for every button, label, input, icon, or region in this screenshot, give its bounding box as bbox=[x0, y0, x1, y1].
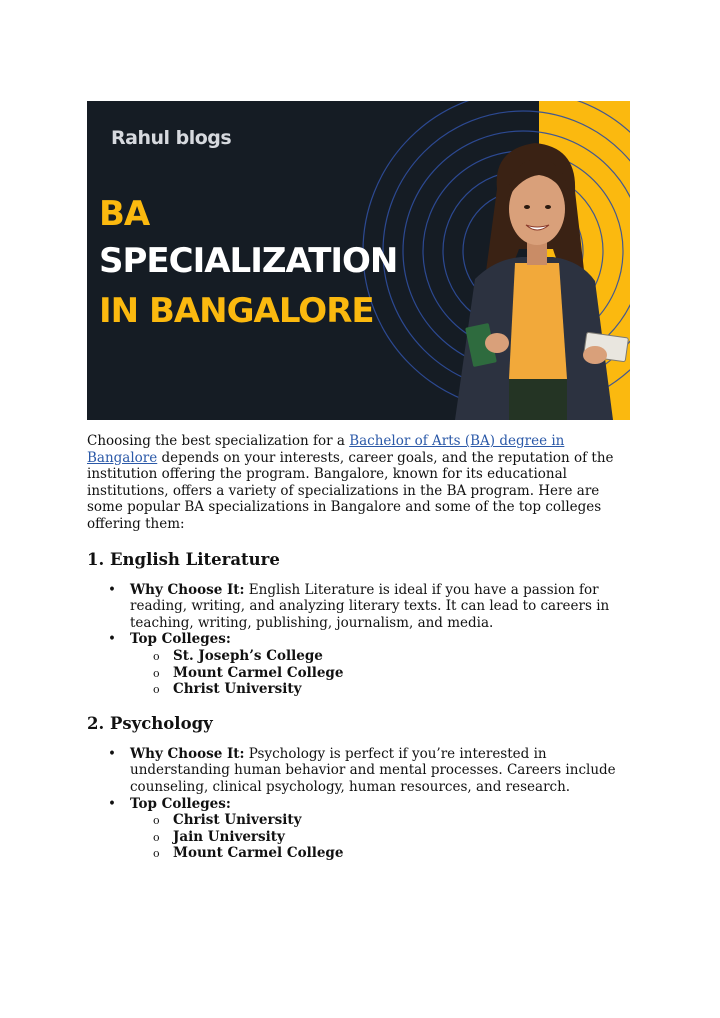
college-item: o Christ University bbox=[173, 812, 635, 829]
colleges-sublist bbox=[130, 648, 635, 698]
ba-degree-link[interactable]: Bachelor of Arts (BA) degree in Bangalore bbox=[87, 433, 565, 466]
section-heading-english: 1. English Literature bbox=[87, 549, 280, 569]
list-item-why-choose bbox=[130, 746, 635, 796]
list-item-top-colleges bbox=[130, 796, 635, 862]
student-photo bbox=[435, 129, 630, 420]
intro-text-before-link: Choosing the best specialization for a bbox=[87, 433, 350, 449]
college-item: o Christ University bbox=[173, 681, 635, 698]
list-item-top-colleges bbox=[130, 631, 635, 697]
list-item-why-choose bbox=[130, 582, 635, 632]
why-choose-label: Why Choose It: bbox=[130, 745, 245, 762]
intro-text-after-link: depends on your interests, career goals, and the reputation of the institution offering the program. Bangalore, known for its educational institutions, offers a variety of specializations in the BA program. Here are some popular BA specializations in Bangalore and some of the top colleges offering them: bbox=[87, 449, 614, 532]
headline-line-1: BA bbox=[99, 194, 150, 234]
why-choose-label: Why Choose It: bbox=[130, 581, 245, 598]
college-item: o Jain University bbox=[173, 829, 635, 846]
college-item: o Mount Carmel College bbox=[173, 845, 635, 862]
headline-line-2: SPECIALIZATION bbox=[99, 241, 398, 281]
english-details-list bbox=[87, 582, 635, 698]
intro-paragraph bbox=[87, 433, 635, 533]
hero-banner bbox=[87, 101, 630, 420]
why-choose-text: English Literature is ideal if you have a passion for reading, writing, and analyzing literary texts. It can lead to careers in teaching, writing, publishing, journalism, and media. bbox=[130, 581, 610, 631]
article-body bbox=[87, 433, 635, 862]
colleges-sublist bbox=[130, 812, 635, 862]
psychology-details-list bbox=[87, 746, 635, 862]
brand-logo-text: Rahul blogs bbox=[111, 127, 232, 149]
why-choose-text: Psychology is perfect if you’re interested in understanding human behavior and mental processes. Careers include counseling, clinical psychology, human resources, and research. bbox=[130, 745, 616, 795]
headline-line-3: IN BANGALORE bbox=[99, 291, 374, 331]
section-heading-psychology: 2. Psychology bbox=[87, 713, 213, 733]
top-colleges-label: Top Colleges: bbox=[130, 631, 231, 648]
college-item: o Mount Carmel College bbox=[173, 665, 635, 682]
college-item: o St. Joseph’s College bbox=[173, 648, 635, 665]
top-colleges-label: Top Colleges: bbox=[130, 795, 231, 812]
